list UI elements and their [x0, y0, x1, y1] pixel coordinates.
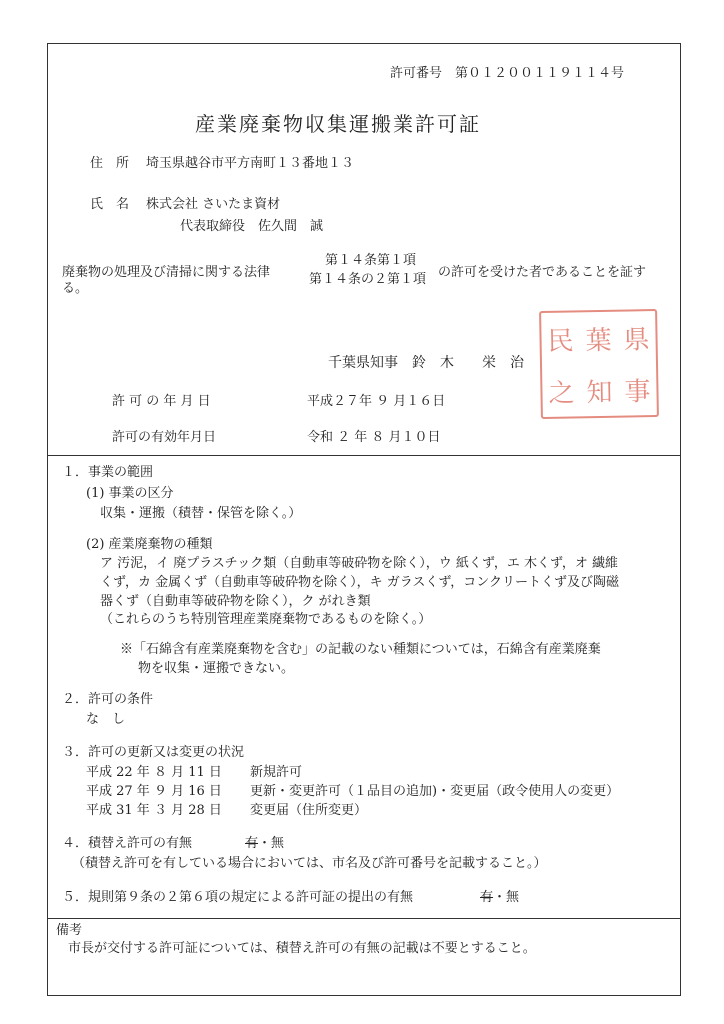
option-separator: ・ [493, 890, 507, 905]
section-2-heading: ２．許可の条件 [62, 692, 154, 707]
section-1-sub2: (2) 産業廃棄物の種類 [86, 537, 213, 552]
address-value: 埼玉県越谷市平方南町１３番地１３ [146, 156, 355, 171]
name-label: 氏 名 [90, 197, 130, 212]
section-2-text: な し [86, 712, 126, 727]
representative: 代表取締役 佐久間 誠 [180, 219, 324, 234]
waste-types-line-4: （これらのうち特別管理産業廃棄物であるものを除く。） [100, 612, 432, 627]
remarks-label: 備考 [56, 923, 83, 938]
history-event: 変更届（住所変更） [250, 803, 368, 818]
waste-types-line-3: 器くず（自動車等破砕物を除く），ク がれき類 [100, 594, 371, 609]
seal-char: 民 [547, 325, 574, 357]
option-no: 無 [271, 836, 285, 851]
official-seal [539, 309, 659, 419]
history-date: 平成 31 年 ３ 月 28 日 [86, 803, 222, 818]
valid-date: 令和 ２ 年 ８ 月１０日 [307, 430, 441, 445]
permit-date-label: 許 可 の 年 月 日 [112, 394, 211, 409]
asbestos-note-1: ※「石綿含有産業廃棄物を含む」の記載のない種類については，石綿含有産業廃棄 [120, 642, 601, 657]
document-title: 産業廃棄物収集運搬業許可証 [195, 112, 481, 136]
history-event: 更新・変更許可（１品目の追加)・変更届（政令使用人の変更） [250, 784, 620, 799]
section-4-options [245, 836, 284, 852]
section-1-sub1: (1) 事業の区分 [86, 486, 174, 501]
section-5-options [480, 890, 519, 906]
section-3-heading: ３．許可の更新又は変更の状況 [62, 745, 245, 760]
governor: 千葉県知事 鈴 木 栄 治 [328, 355, 524, 371]
address-label: 住 所 [90, 156, 130, 171]
seal-char: 葉 [585, 325, 612, 356]
seal-char: 県 [623, 324, 650, 356]
law-text-3: の許可を受けた者であることを証す [438, 265, 647, 280]
divider-remarks [47, 918, 681, 919]
waste-types-line-2: くず，カ 金属くず（自動車等破砕物を除く），キ ガラスくず，コンクリートくず及び陶磁 [100, 575, 620, 590]
history-event: 新規許可 [250, 765, 303, 780]
permit-number: 許可番号 第０１２００１１９１１４号 [390, 66, 625, 81]
option-no: 無 [506, 890, 520, 905]
section-1-sub1-text: 収集・運搬（積替・保管を除く。） [100, 506, 302, 521]
valid-date-label: 許可の有効年月日 [112, 430, 217, 445]
divider-top [47, 455, 681, 456]
section-4-note: （積替え許可を有している場合においては、市名及び許可番号を記載すること。） [72, 856, 547, 871]
seal-char: 知 [586, 377, 613, 408]
section-5-heading: ５．規則第９条の２第６項の規定による許可証の提出の有無 [62, 890, 414, 905]
history-date: 平成 27 年 ９ 月 16 日 [86, 784, 222, 799]
article-1: 第１４条第１項 [325, 253, 417, 268]
waste-types-line-1: ア 汚泥，イ 廃プラスチック類（自動車等破砕物を除く），ウ 紙くず，エ 木くず，オ 繊維 [100, 556, 619, 571]
seal-char: 之 [548, 377, 575, 409]
section-4-heading: ４．積替え許可の有無 [62, 836, 193, 851]
option-yes-struck: 有 [245, 836, 259, 851]
remarks-text: 市長が交付する許可証については、積替え許可の有無の記載は不要とすること。 [68, 941, 536, 956]
law-text-1: 廃棄物の処理及び清掃に関する法律 [62, 265, 271, 280]
seal-char: 事 [624, 376, 651, 408]
law-text-2: る。 [62, 281, 89, 296]
section-1-heading: １．事業の範囲 [62, 465, 154, 480]
asbestos-note-2: 物を収集・運搬できない。 [138, 661, 295, 676]
permit-date: 平成２７年 ９ 月１６日 [307, 394, 446, 409]
article-2: 第１４条の２第１項 [309, 272, 427, 287]
company-name: 株式会社 さいたま資材 [146, 197, 281, 212]
option-yes-struck: 有 [480, 890, 494, 905]
option-separator: ・ [258, 836, 272, 851]
history-date: 平成 22 年 ８ 月 11 日 [86, 765, 222, 780]
